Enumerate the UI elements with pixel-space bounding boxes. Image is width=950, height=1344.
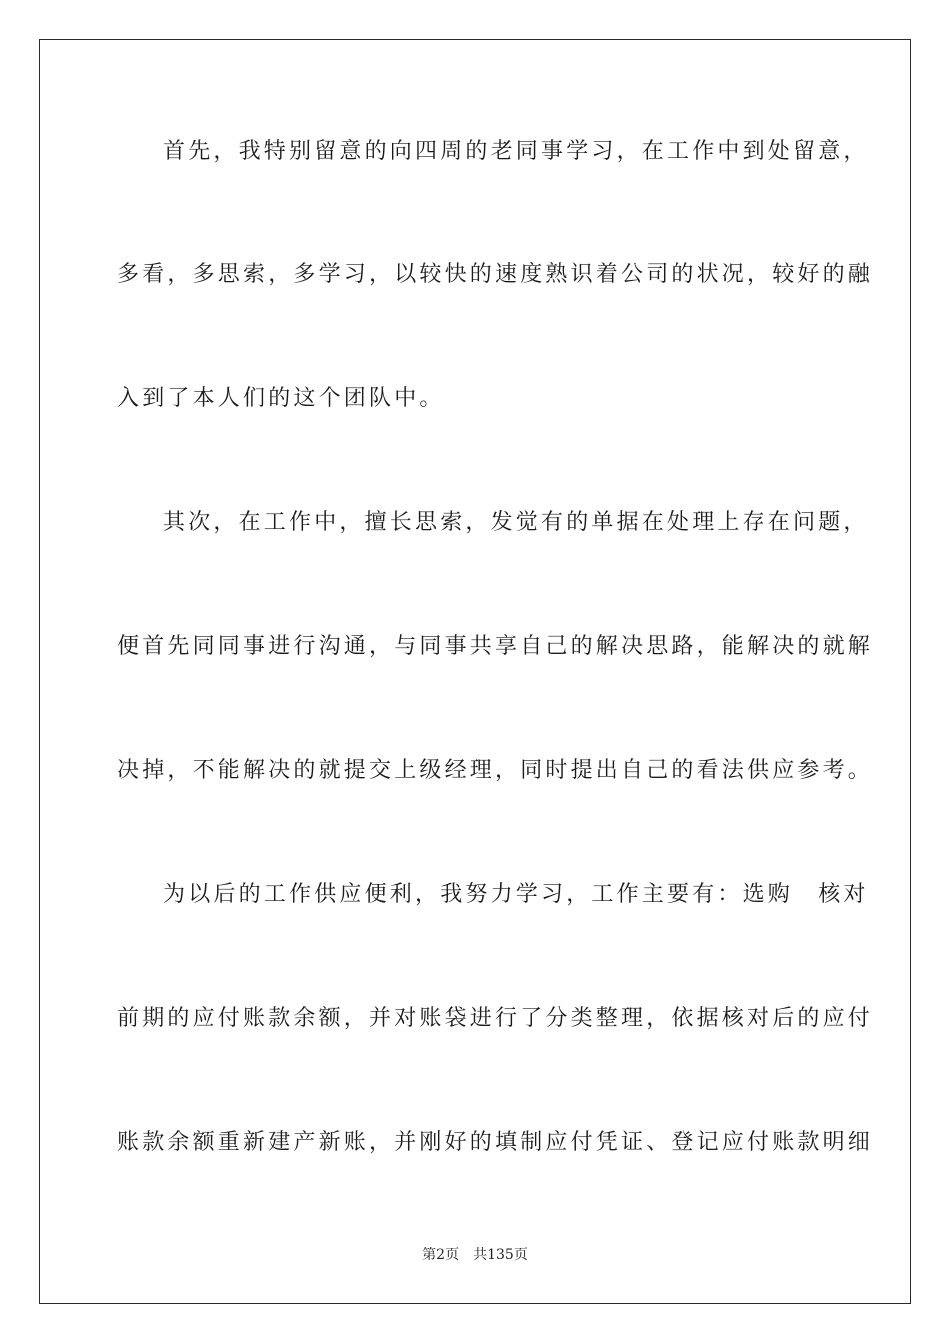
page-footer — [0, 1246, 950, 1264]
paragraph-3-line-1: 为以后的工作供应便利，我努力学习，工作主要有：选购 核对 — [163, 882, 869, 907]
page-total: 共135页 — [473, 1247, 528, 1263]
paragraph-2-line-1: 其次，在工作中，擅长思索，发觉有的单据在处理上存在问题， — [163, 510, 869, 535]
paragraph-3-line-3: 账款余额重新建产新账，并刚好的填制应付凭证、登记应付账款明细 — [117, 1130, 874, 1155]
paragraph-2-line-3: 决掉，不能解决的就提交上级经理，同时提出自己的看法供应参考。 — [117, 758, 874, 783]
paragraph-1-line-2: 多看，多思索，多学习，以较快的速度熟识着公司的状况，较好的融 — [117, 262, 874, 287]
paragraph-1-line-1: 首先，我特别留意的向四周的老同事学习，在工作中到处留意， — [163, 139, 869, 164]
page-number: 第2页 — [422, 1247, 460, 1263]
paragraph-1-line-3: 入到了本人们的这个团队中。 — [117, 386, 445, 411]
paragraph-3-line-2: 前期的应付账款余额，并对账袋进行了分类整理，依据核对后的应付 — [117, 1006, 874, 1031]
paragraph-2-line-2: 便首先同同事进行沟通，与同事共享自己的解决思路，能解决的就解 — [117, 634, 874, 659]
page-border — [39, 39, 911, 1304]
